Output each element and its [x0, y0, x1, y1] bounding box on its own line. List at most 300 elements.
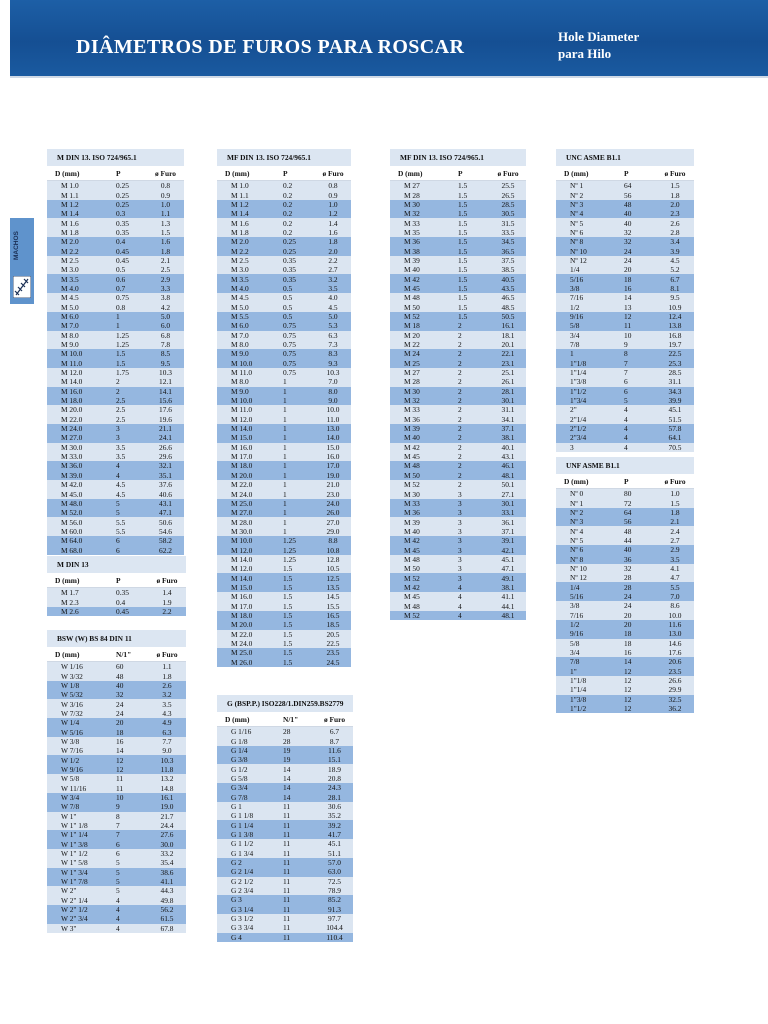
- table-row: [47, 359, 184, 368]
- table-row: [217, 820, 353, 829]
- table-row: [556, 610, 694, 619]
- table-row: [217, 923, 353, 932]
- table-cell: 26.6: [147, 443, 184, 452]
- table-cell: 15.6: [147, 396, 184, 405]
- table-cell: 5: [106, 886, 148, 895]
- table-cell: 51.1: [316, 848, 353, 857]
- table-cell: M 8.0: [217, 377, 273, 386]
- table-cell: 0.75: [273, 340, 315, 349]
- table-cell: M 15.0: [217, 433, 273, 442]
- table-cell: Nº 6: [556, 228, 614, 237]
- table-row: [47, 433, 184, 442]
- table-cell: 5/8: [556, 321, 614, 330]
- table-cell: 0.75: [273, 331, 315, 340]
- table-cell: 33.5: [490, 228, 526, 237]
- table-row: [217, 564, 351, 573]
- table-cell: 7.7: [148, 737, 186, 746]
- table-title: UNF ASME B1.1: [556, 457, 694, 474]
- table-cell: 12: [614, 695, 656, 704]
- table-cell: 1.8: [148, 671, 186, 680]
- table-row: [47, 237, 184, 246]
- table-cell: M 12.0: [217, 564, 273, 573]
- table-cell: 29.9: [656, 685, 694, 694]
- table-cell: M 48: [390, 461, 448, 470]
- table-cell: 1.5: [448, 200, 490, 209]
- table-cell: 32.5: [656, 695, 694, 704]
- table-cell: 14: [273, 764, 316, 773]
- table-cell: 33.1: [490, 508, 526, 517]
- table-row: [556, 657, 694, 666]
- table-cell: 1/2: [556, 302, 614, 311]
- table-cell: W 1" 3/4: [47, 868, 106, 877]
- table-cell: M 1.4: [47, 209, 106, 218]
- table-cell: 14: [614, 293, 656, 302]
- table-cell: 8.5: [147, 349, 184, 358]
- table-cell: 4: [614, 405, 656, 414]
- table-row: [390, 611, 526, 620]
- table-cell: 1.5: [273, 583, 315, 592]
- table-cell: 15.0: [315, 443, 351, 452]
- table-cell: W 1" 1/2: [47, 849, 106, 858]
- table-cell: 27.1: [490, 489, 526, 498]
- table-cell: G 1 3/8: [217, 830, 273, 839]
- table-cell: 11: [273, 848, 316, 857]
- table-cell: M 52: [390, 480, 448, 489]
- table-row: [217, 527, 351, 536]
- table-cell: 10.5: [315, 564, 351, 573]
- table-cell: 50.6: [147, 517, 184, 526]
- table-cell: 18: [106, 727, 148, 736]
- table-cell: W 1/4: [47, 718, 106, 727]
- table-cell: 0.5: [106, 265, 147, 274]
- column-header: D (mm): [217, 712, 273, 727]
- table-cell: 1"3/8: [556, 695, 614, 704]
- table-row: [390, 256, 526, 265]
- table-cell: M 60.0: [47, 527, 106, 536]
- table-mf-din13: [217, 149, 351, 667]
- table-cell: W 1" 7/8: [47, 877, 106, 886]
- table-cell: M 1.1: [217, 190, 273, 199]
- table-cell: M 30.0: [47, 443, 106, 452]
- table-cell: G 1/16: [217, 727, 273, 737]
- table-cell: 1.1: [147, 209, 184, 218]
- table-row: [556, 526, 694, 535]
- table-cell: 1.5: [273, 620, 315, 629]
- table-cell: 35.1: [147, 471, 184, 480]
- table-cell: W 5/8: [47, 774, 106, 783]
- table-cell: G 7/8: [217, 792, 273, 801]
- table-cell: M 16.0: [47, 387, 106, 396]
- table-cell: M 4.5: [47, 293, 106, 302]
- table-cell: 4: [448, 601, 490, 610]
- table-cell: M 36: [390, 237, 448, 246]
- table-cell: M 16.0: [217, 443, 273, 452]
- table-row: [390, 377, 526, 386]
- table-header-row: [556, 166, 694, 181]
- table-row: [47, 597, 186, 606]
- table-row: [556, 396, 694, 405]
- table-cell: 12.1: [147, 377, 184, 386]
- table-row: [217, 830, 353, 839]
- table-cell: 0.2: [273, 181, 315, 191]
- table-cell: Nº 5: [556, 536, 614, 545]
- table-row: [217, 764, 353, 773]
- table-cell: 19: [273, 755, 316, 764]
- table-cell: G 1/2: [217, 764, 273, 773]
- table-row: [390, 583, 526, 592]
- table-row: [47, 783, 186, 792]
- table-cell: 17.6: [656, 648, 694, 657]
- table-cell: 20: [614, 610, 656, 619]
- table-cell: 5.3: [315, 321, 351, 330]
- table-cell: 23.0: [315, 489, 351, 498]
- table-row: [556, 498, 694, 507]
- table-cell: M 30: [390, 387, 448, 396]
- table-cell: 21.7: [148, 812, 186, 821]
- table-row: [556, 629, 694, 638]
- table-row: [47, 349, 184, 358]
- table-cell: 1: [106, 321, 147, 330]
- table-cell: 11: [273, 811, 316, 820]
- table-cell: M 24: [390, 349, 448, 358]
- table-cell: 5.2: [656, 265, 694, 274]
- table-cell: 7.0: [656, 592, 694, 601]
- table-cell: 67.8: [148, 924, 186, 933]
- table-row: [47, 802, 186, 811]
- table-cell: 2.3: [656, 209, 694, 218]
- table-cell: 0.45: [106, 607, 148, 616]
- table-cell: W 7/16: [47, 746, 106, 755]
- table-cell: 57.8: [656, 424, 694, 433]
- table-row: [217, 914, 353, 923]
- table-cell: Nº 0: [556, 489, 614, 499]
- table-header-row: [47, 573, 186, 588]
- table-cell: M 50: [390, 302, 448, 311]
- table-cell: 3.5: [315, 284, 351, 293]
- table-cell: Nº 5: [556, 218, 614, 227]
- table-cell: 3: [448, 564, 490, 573]
- column-header: P: [614, 166, 656, 181]
- table-row: [217, 848, 353, 857]
- table-cell: 18: [614, 629, 656, 638]
- table-row: [556, 554, 694, 563]
- table-cell: 5: [106, 858, 148, 867]
- table-cell: 41.1: [148, 877, 186, 886]
- table-cell: 11: [273, 820, 316, 829]
- table-cell: 11.6: [316, 746, 353, 755]
- table-cell: 56: [614, 190, 656, 199]
- table-cell: 1: [273, 461, 315, 470]
- table-cell: 6: [614, 387, 656, 396]
- table-cell: 2: [448, 443, 490, 452]
- table-cell: 4: [106, 905, 148, 914]
- table-cell: M 20.0: [217, 471, 273, 480]
- table-row: [217, 792, 353, 801]
- table-row: [390, 461, 526, 470]
- table-cell: 28: [273, 727, 316, 737]
- table-cell: 1: [273, 415, 315, 424]
- table-cell: 3.3: [147, 284, 184, 293]
- table-row: [47, 424, 184, 433]
- table-cell: 12: [614, 685, 656, 694]
- table-cell: 2: [106, 387, 147, 396]
- column-header: D (mm): [47, 573, 106, 588]
- table-row: [556, 331, 694, 340]
- table-row: [47, 190, 184, 199]
- table-cell: 26.0: [315, 508, 351, 517]
- table-cell: 20.6: [656, 657, 694, 666]
- table-row: [390, 545, 526, 554]
- table-cell: 2: [448, 424, 490, 433]
- table-cell: 4: [106, 924, 148, 933]
- table-cell: G 1/8: [217, 736, 273, 745]
- table-cell: M 52: [390, 312, 448, 321]
- table-cell: 64: [614, 508, 656, 517]
- table-cell: 1.25: [106, 340, 147, 349]
- table-cell: 3: [448, 545, 490, 554]
- table-row: [217, 452, 351, 461]
- table-row: [556, 387, 694, 396]
- table-row: [47, 218, 184, 227]
- table-row: [47, 377, 184, 386]
- table-cell: 1.5: [448, 218, 490, 227]
- table-cell: M 3.5: [217, 274, 273, 283]
- column-header: ø Furo: [490, 166, 526, 181]
- table-cell: 11: [273, 886, 316, 895]
- table-row: [47, 200, 184, 209]
- table-title-row: [556, 149, 694, 166]
- table-cell: 2.9: [147, 274, 184, 283]
- table-row: [47, 293, 184, 302]
- table-cell: 4.5: [106, 489, 147, 498]
- table-row: [217, 443, 351, 452]
- table-row: [556, 545, 694, 554]
- table-cell: M 7.0: [217, 331, 273, 340]
- table-cell: 1.8: [315, 237, 351, 246]
- table-cell: M 1.7: [47, 588, 106, 598]
- table-cell: 6: [106, 840, 148, 849]
- table-cell: M 18.0: [217, 611, 273, 620]
- table-cell: 1.5: [656, 181, 694, 191]
- table-cell: 0.3: [106, 209, 147, 218]
- table-cell: W 5/32: [47, 690, 106, 699]
- table-cell: 8.1: [656, 284, 694, 293]
- table-cell: 2.1: [656, 517, 694, 526]
- table-cell: 16: [614, 284, 656, 293]
- table-row: [556, 685, 694, 694]
- table-cell: Nº 12: [556, 573, 614, 582]
- table-row: [390, 218, 526, 227]
- table-cell: 9.5: [147, 359, 184, 368]
- table-cell: 5.0: [315, 312, 351, 321]
- table-cell: 46.1: [490, 461, 526, 470]
- table-cell: G 1: [217, 802, 273, 811]
- table-row: [47, 415, 184, 424]
- subtitle-line-1: Hole Diameter: [558, 29, 640, 44]
- table-cell: 2: [448, 349, 490, 358]
- table-cell: 4: [106, 471, 147, 480]
- table-cell: 31.5: [490, 218, 526, 227]
- table-row: [556, 433, 694, 442]
- table-cell: 1.5: [273, 564, 315, 573]
- table-cell: 0.45: [106, 246, 147, 255]
- table-cell: 3: [556, 443, 614, 452]
- table-cell: 97.7: [316, 914, 353, 923]
- table-cell: M 12.0: [217, 545, 273, 554]
- table-cell: 1.5: [448, 256, 490, 265]
- table-cell: 1: [273, 517, 315, 526]
- column-header: ø Furo: [656, 166, 694, 181]
- column-header: D (mm): [556, 474, 614, 489]
- table-cell: 20.1: [490, 340, 526, 349]
- table-cell: 1: [273, 452, 315, 461]
- table-cell: M 18: [390, 321, 448, 330]
- table-row: [47, 181, 184, 191]
- table-cell: M 22.0: [217, 630, 273, 639]
- table-cell: 4: [614, 443, 656, 452]
- table-title: G (BSP.P.) ISO228/1.DIN259.BS2779: [217, 695, 353, 712]
- table-cell: 28.5: [490, 200, 526, 209]
- table-row: [556, 340, 694, 349]
- table-cell: 4.3: [148, 709, 186, 718]
- table-cell: 1.0: [147, 200, 184, 209]
- table-cell: 3: [448, 573, 490, 582]
- table-cell: W 11/16: [47, 783, 106, 792]
- table-cell: Nº 3: [556, 517, 614, 526]
- table-cell: G 5/8: [217, 774, 273, 783]
- table-cell: Nº 2: [556, 508, 614, 517]
- table-cell: M 39: [390, 256, 448, 265]
- table-row: [556, 620, 694, 629]
- table-cell: 7.8: [147, 340, 184, 349]
- table-cell: 0.75: [106, 293, 147, 302]
- table-cell: M 39: [390, 424, 448, 433]
- table-cell: 1: [273, 433, 315, 442]
- table-cell: M 1.0: [217, 181, 273, 191]
- table-unf: [556, 457, 694, 713]
- table-cell: 7: [106, 821, 148, 830]
- table-row: [47, 545, 184, 554]
- table-cell: 16.1: [148, 793, 186, 802]
- table-cell: 24.4: [148, 821, 186, 830]
- table-cell: W 3/8: [47, 737, 106, 746]
- table-cell: 24: [614, 592, 656, 601]
- table-cell: 1.5: [147, 228, 184, 237]
- table-cell: 19.7: [656, 340, 694, 349]
- table-cell: 0.4: [106, 237, 147, 246]
- table-cell: 4.2: [147, 302, 184, 311]
- table-cell: 5/16: [556, 592, 614, 601]
- table-cell: M 38: [390, 246, 448, 255]
- table-cell: M 6.0: [47, 312, 106, 321]
- table-row: [217, 774, 353, 783]
- table-cell: G 2 1/4: [217, 867, 273, 876]
- table-cell: 11: [273, 830, 316, 839]
- table-cell: 3.2: [148, 690, 186, 699]
- table-cell: 1: [273, 480, 315, 489]
- table-row: [47, 830, 186, 839]
- table-cell: 45.1: [656, 405, 694, 414]
- table-row: [556, 601, 694, 610]
- table-row: [390, 573, 526, 582]
- table-cell: 1"1/4: [556, 685, 614, 694]
- table-row: [47, 471, 184, 480]
- table-cell: 0.4: [106, 597, 148, 606]
- table-cell: M 26.0: [217, 658, 273, 667]
- table-row: [47, 461, 184, 470]
- table-cell: M 28: [390, 190, 448, 199]
- table-cell: 16.1: [490, 321, 526, 330]
- table-cell: 24: [106, 699, 148, 708]
- table-cell: 4.1: [656, 564, 694, 573]
- table-cell: 1.5: [448, 190, 490, 199]
- table-row: [390, 396, 526, 405]
- table-cell: 1.4: [315, 218, 351, 227]
- table-cell: W 3/4: [47, 793, 106, 802]
- column-header: ø Furo: [148, 573, 186, 588]
- table-row: [47, 709, 186, 718]
- table-cell: 44: [614, 536, 656, 545]
- table-cell: 12: [614, 704, 656, 713]
- table-cell: M 40: [390, 433, 448, 442]
- table-cell: M 45: [390, 284, 448, 293]
- table-cell: 44.3: [148, 886, 186, 895]
- table-cell: 1.5: [273, 639, 315, 648]
- table-cell: 1.75: [106, 368, 147, 377]
- table-row: [47, 443, 184, 452]
- table-cell: 1: [556, 349, 614, 358]
- table-cell: 4: [448, 611, 490, 620]
- table-cell: 0.5: [273, 302, 315, 311]
- table-cell: Nº 8: [556, 237, 614, 246]
- table-row: [390, 209, 526, 218]
- table-cell: 0.2: [273, 218, 315, 227]
- table-title: UNC ASME B1.1: [556, 149, 694, 166]
- page-header: [10, 0, 768, 78]
- table-cell: 14.5: [315, 592, 351, 601]
- table-cell: 85.2: [316, 895, 353, 904]
- table-row: [47, 812, 186, 821]
- table-row: [390, 359, 526, 368]
- table-cell: M 20.0: [47, 405, 106, 414]
- table-cell: 51.5: [656, 415, 694, 424]
- table-row: [217, 274, 351, 283]
- table-cell: 0.75: [273, 321, 315, 330]
- table-cell: 1: [273, 471, 315, 480]
- column-header: ø Furo: [656, 474, 694, 489]
- table-m-din13: [47, 149, 184, 555]
- table-cell: 8.0: [315, 387, 351, 396]
- table-cell: 10.3: [315, 368, 351, 377]
- table-cell: 14: [273, 792, 316, 801]
- table-cell: M 48: [390, 601, 448, 610]
- table-cell: 5/16: [556, 274, 614, 283]
- table-cell: 3: [106, 424, 147, 433]
- table-cell: 28.5: [656, 368, 694, 377]
- table-cell: M 11.0: [47, 359, 106, 368]
- table-cell: M 1.8: [217, 228, 273, 237]
- table-cell: 11: [273, 867, 316, 876]
- table-cell: G 4: [217, 933, 273, 942]
- table-cell: 2: [448, 396, 490, 405]
- table-cell: 0.75: [273, 368, 315, 377]
- table-cell: 2: [448, 461, 490, 470]
- table-cell: 11: [273, 905, 316, 914]
- table-cell: M 64.0: [47, 536, 106, 545]
- table-row: [556, 592, 694, 601]
- table-cell: 40.1: [490, 443, 526, 452]
- table-row: [47, 499, 184, 508]
